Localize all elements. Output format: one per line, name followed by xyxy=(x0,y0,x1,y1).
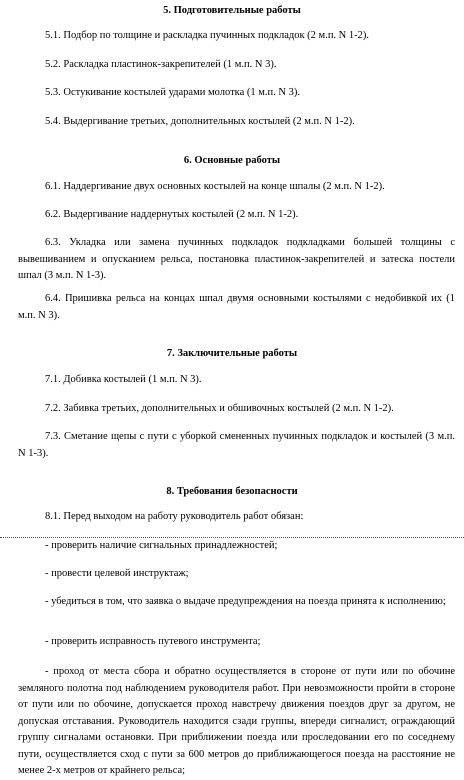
item-7-2: 7.2. Забивка третьих, дополнительных и обшивочных костылей (2 м.п. N 1-2). xyxy=(45,403,394,414)
section-6-heading: 6. Основные работы xyxy=(183,155,281,166)
item-6-1: 6.1. Наддергивание двух основных костылей на конце шпалы (2 м.п. N 1-2). xyxy=(45,181,385,192)
item-7-1: 7.1. Добивка костылей (1 м.п. N 3). xyxy=(45,374,202,385)
section-8-heading: 8. Требования безопасности xyxy=(166,486,298,497)
list-item-passage-rules: - проход от места сбора и обратно осуществляется в стороне от пути или по обочине земляного полотна под наблюдением руководителя работ. При невозможности пройти в стороне от пути или по обочине, допускается проход навстречу движения поездов друг за другом, не допуская отставания. Руководитель находится сзади группы, впереди сигналист, ограждающий группу сигналами остановки. При приближении поезда или проследовании его по соседнему пути, осуществляется сход с пути за 600 метров до приближающегося поезда на расстояние не менее 2-х метров от крайнего рельса; xyxy=(18,666,455,776)
item-5-2: 5.2. Раскладка пластинок-закрепителей (1 м.п. N 3). xyxy=(45,59,277,70)
item-5-3: 5.3. Остукивание костылей ударами молотка (1 м.п. N 3). xyxy=(45,87,300,98)
section-5-heading: 5. Подготовительные работы xyxy=(163,5,301,16)
list-item-check-signals: - проверить наличие сигнальных принадлежностей; xyxy=(45,540,278,551)
item-7-3: 7.3. Сметание щепы с пути с уборкой смененных пучинных подкладок и костылей (3 м.п. N 1-3). xyxy=(18,431,455,459)
item-5-1: 5.1. Подбор по толщине и раскладка пучинных подкладок (2 м.п. N 1-2). xyxy=(45,30,370,41)
item-8-1: 8.1. Перед выходом на работу руководитель работ обязан: xyxy=(45,511,304,522)
item-6-4: 6.4. Пришивка рельса на концах шпал двумя основными костылями с недобивкой их (1 м.п. N 3). xyxy=(18,293,455,321)
list-item-check-tools: - проверить исправность путевого инструмента; xyxy=(45,636,261,647)
section-7-heading: 7. Заключительные работы xyxy=(166,348,298,359)
item-6-3: 6.3. Укладка или замена пучинных подкладок подкладками большей толщины с вывешиванием и опусканием рельса, постановка пластинок-закрепителей и затеска постели шпал (3 м.п. N 1-3). xyxy=(18,237,455,281)
list-item-warning-request: - убедиться в том, что заявка о выдаче предупреждения на поезда принята к исполнению; xyxy=(45,596,446,607)
item-6-2: 6.2. Выдергивание наддернутых костылей (2 м.п. N 1-2). xyxy=(45,209,299,220)
item-5-4: 5.4. Выдергивание третьих, дополнительных костылей (2 м.п. N 1-2). xyxy=(45,116,355,127)
list-item-briefing: - провести целевой инструктаж; xyxy=(45,568,189,579)
